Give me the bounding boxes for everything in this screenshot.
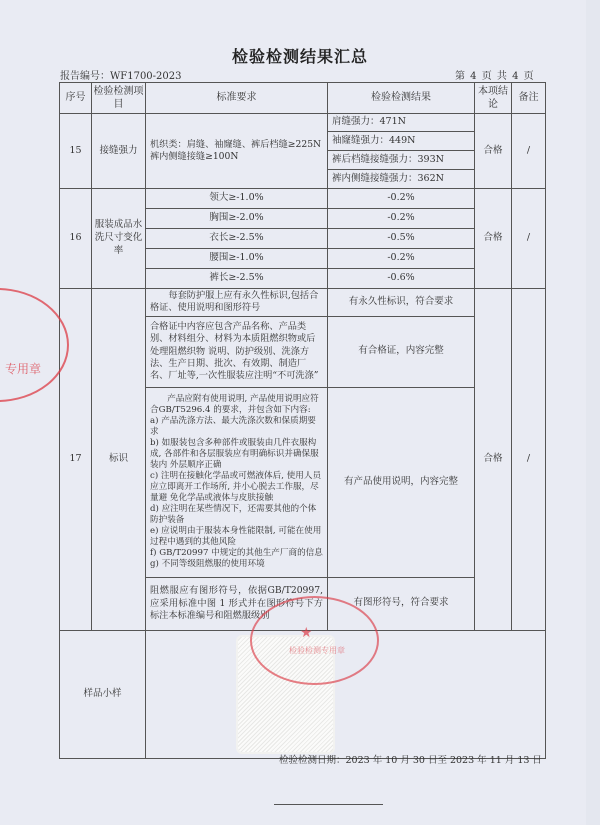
star-icon: ★ [300,625,313,641]
row-conclusion: 合格 [475,114,512,189]
row-item: 标识 [92,289,146,631]
row-seq: 15 [60,114,92,189]
row-result: 肩缝强力：471N [328,114,475,132]
row-result: 有永久性标识，符合要求 [328,289,475,317]
stamp-center-icon [250,596,379,685]
row-standard: 机织类：肩缝、袖窿缝、裤后档缝≥225N 裤内侧缝接缝≥100N [146,114,328,189]
header-standard: 标准要求 [146,83,328,114]
header-item: 检验检测项目 [92,83,146,114]
row-seq: 17 [60,289,92,631]
usage-line: c) 注明在接触化学品或可燃液体后, 使用人员应立即离开工作场所, 并小心脱去工作服，尽量避 免化学品或液体与皮肤接触 [150,471,322,504]
row-conclusion: 合格 [475,289,512,631]
row-result: 裤后档缝接缝强力：393N [328,151,475,170]
table-row [60,114,546,132]
row-result: -0.2% [328,249,475,269]
stamp-center-text: 检验检测专用章 [289,646,345,655]
sample-label: 样品小样 [60,630,146,758]
stamp-left-text: 专用章 [5,362,42,376]
row-result: -0.6% [328,269,475,289]
usage-line: d) 应注明在某些情况下，还需要其他的个体防护装备 [150,504,317,526]
row-result: -0.2% [328,189,475,209]
usage-line: e) 应说明由于服装本身性能限制, 可能在使用过程中遇到的其他风险 [150,526,322,548]
row-result: 有产品使用说明，内容完整 [328,387,475,577]
page-title: 检验检测结果汇总 [231,47,368,66]
header-remark: 备注 [512,83,546,114]
page-number: 第 4 页 共 4 页 [455,71,534,82]
header-result: 检验检测结果 [328,83,475,114]
row-conclusion: 合格 [475,189,512,289]
row-standard: 每套防护服上应有永久性标识,包括合格证、使用说明和图形符号 [146,289,328,317]
row-result: 有合格证，内容完整 [328,316,475,387]
signature-line [274,804,383,805]
row-remark: / [512,189,546,289]
table-row [60,289,546,317]
row-item: 接缝强力 [92,114,146,189]
row-result: 裤内侧缝接缝强力：362N [328,170,475,189]
row-result: -0.5% [328,229,475,249]
row-result: 有图形符号，符合要求 [328,577,475,630]
header-conclusion: 本项结论 [475,83,512,114]
table-row [60,189,546,209]
usage-line: b) 如服装包含多种部件或服装由几件衣服构成, 各部件和各层服装应有明确标识并确保服装内 外层顺序正确 [150,438,319,471]
header-seq: 序号 [60,83,92,114]
row-result: -0.2% [328,209,475,229]
report-number: 报告编号：WF1700-2023 [60,71,182,82]
row-standard-usage [146,387,328,577]
row-result: 袖窿缝强力：449N [328,132,475,151]
row-remark: / [512,114,546,189]
row-standard: 衣长≥-2.5% [146,229,328,249]
table-header [60,83,546,114]
row-standard: 腰围≥-1.0% [146,249,328,269]
usage-line: a) 产品洗涤方法、最大洗涤次数和保质期要求 [150,416,316,438]
test-date: 检验检测日期：2023 年 10 月 30 日至 2023 年 11 月 13 日 [279,755,542,766]
row-standard: 领大≥-1.0% [146,189,328,209]
row-item: 服装成品水洗尺寸变化率 [92,189,146,289]
usage-line: f) GB/T20997 中规定的其他生产厂商的信息 [150,548,323,559]
row-seq: 16 [60,189,92,289]
usage-line: g) 不同等级阻燃服的使用环境 [150,559,265,570]
row-standard: 裤长≥-2.5% [146,269,328,289]
usage-line: 产品应附有使用说明, 产品使用说明应符合GB/T5296.4 的要求，并包含如下内容: [150,394,319,416]
row-remark: / [512,289,546,631]
row-standard: 阻燃服应有图形符号，依据GB/T20997,应采用标准中图 1 形式并在图形符号下方标注本标准编号和阻燃服级别 [146,577,328,630]
row-standard: 合格证中内容应包含产品名称、产品类别、材料组分、材料为本质阻燃织物或后处理阻燃织物 说明、防护级别、洗涤方法、生产日期、批次、有效期、制造厂名、厂址等,一次性服装应注明“不可洗涤” [146,316,328,387]
row-standard: 胸围≥-2.0% [146,209,328,229]
